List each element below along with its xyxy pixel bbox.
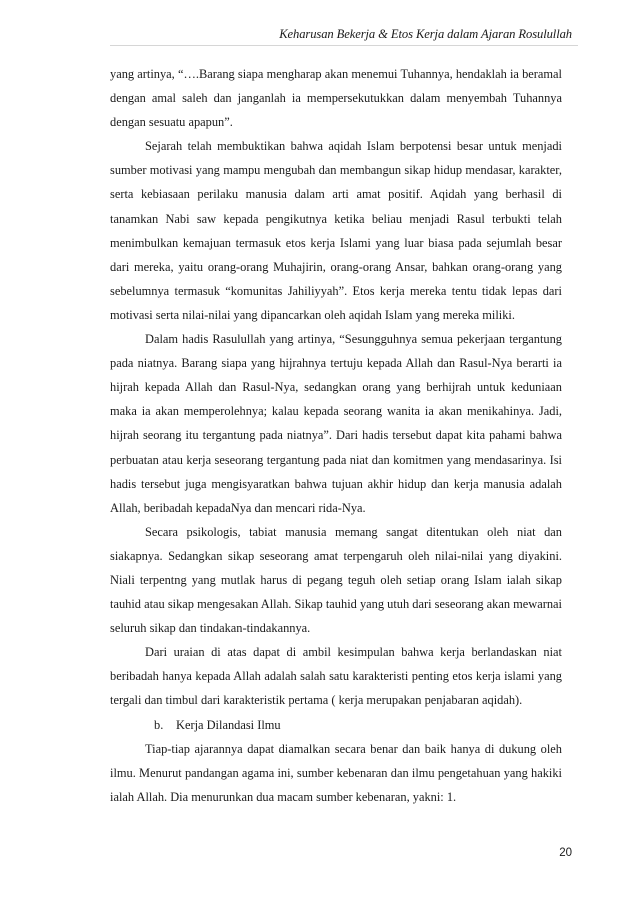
paragraph-aqidah-history: Sejarah telah membuktikan bahwa aqidah Islam berpotensi besar untuk menjadi sumber motivasi yang mampu mengubah dan membangun sikap hidup mendasar, karakter, serta kebiasaan perilaku manusia dalam arti amat positif. Aqidah yang berhasil di tanamkan Nabi saw kepada pengikutnya ketika beliau menjadi Rasul terbukti telah menimbulkan kemajuan termasuk etos kerja Islami yang luar biasa pada sejumlah besar dari mereka, yaitu orang-orang Muhajirin, orang-orang Ansar, bahkan orang-orang yang sebelumnya termasuk “komunitas Jahiliyyah”. Etos kerja mereka tentu tidak lepas dari motivasi serta nilai-nilai yang dipancarkan oleh aqidah Islam yang mereka miliki. xyxy=(110,139,562,322)
paragraph-conclusion: Dari uraian di atas dapat di ambil kesimpulan bahwa kerja berlandaskan niat beribadah hanya kepada Allah adalah salah satu karakteristi penting etos kerja islami yang tergali dan timbul dari karakteristik pertama ( kerja merupakan penjabaran aqidah). xyxy=(110,645,562,708)
section-title: Kerja Dilandasi Ilmu xyxy=(176,717,281,732)
section-heading xyxy=(110,713,562,737)
paragraph-hadith-intention: Dalam hadis Rasulullah yang artinya, “Sesungguhnya semua pekerjaan tergantung pada niatnya. Barang siapa yang hijrahnya tertuju kepada Allah dan Rasul-Nya berarti ia hijrah kepada Allah dan Rasul-Nya, sedangkan orang yang berhijrah untuk keduniaan maka ia akan memperolehnya; kalau kepada seorang wanita ia akan menikahinya. Jadi, hijrah seorang itu tergantung pada niatnya”. Dari hadis tersebut dapat kita pahami bahwa perbuatan atau kerja seseorang tergantung pada niat dan komitmen yang mendasarinya. Isi hadis tersebut juga mengisyaratkan bahwa tujuan akhir hidup dan kerja manusia adalah Allah, beribadah kepadaNya dan mencari rida-Nya. xyxy=(110,332,562,515)
paragraph-psychology: Secara psikologis, tabiat manusia memang sangat ditentukan oleh niat dan siakapnya. Sedangkan sikap seseorang amat terpengaruh oleh nilai-nilai yang diyakini. Niali terpentng yang mutlak harus di pegang teguh oleh setiap orang Islam ialah sikap tauhid atau sikap mengesakan Allah. Sikap tauhid yang utuh dari seseorang akan mewarnai seluruh sikap dan tindakan-tindakannya. xyxy=(110,524,562,636)
document-body xyxy=(110,62,562,809)
header-divider xyxy=(110,45,578,46)
page-number: 20 xyxy=(559,847,572,859)
section-number: b. xyxy=(154,717,164,732)
paragraph-continuation: yang artinya, “….Barang siapa mengharap akan menemui Tuhannya, hendaklah ia beramal dengan amal saleh dan janganlah ia mempersekutukkan dalam menyembah Tuhannya dengan sesuatu apapun”. xyxy=(110,67,562,130)
paragraph-knowledge: Tiap-tiap ajarannya dapat diamalkan secara benar dan baik hanya di dukung oleh ilmu. Menurut pandangan agama ini, sumber kebenaran dan ilmu pengetahuan yang hakiki ialah Allah. Dia menurunkan dua macam sumber kebenaran, yakni: 1. xyxy=(110,741,562,804)
running-header: Keharusan Bekerja & Etos Kerja dalam Ajaran Rosulullah xyxy=(279,27,572,41)
